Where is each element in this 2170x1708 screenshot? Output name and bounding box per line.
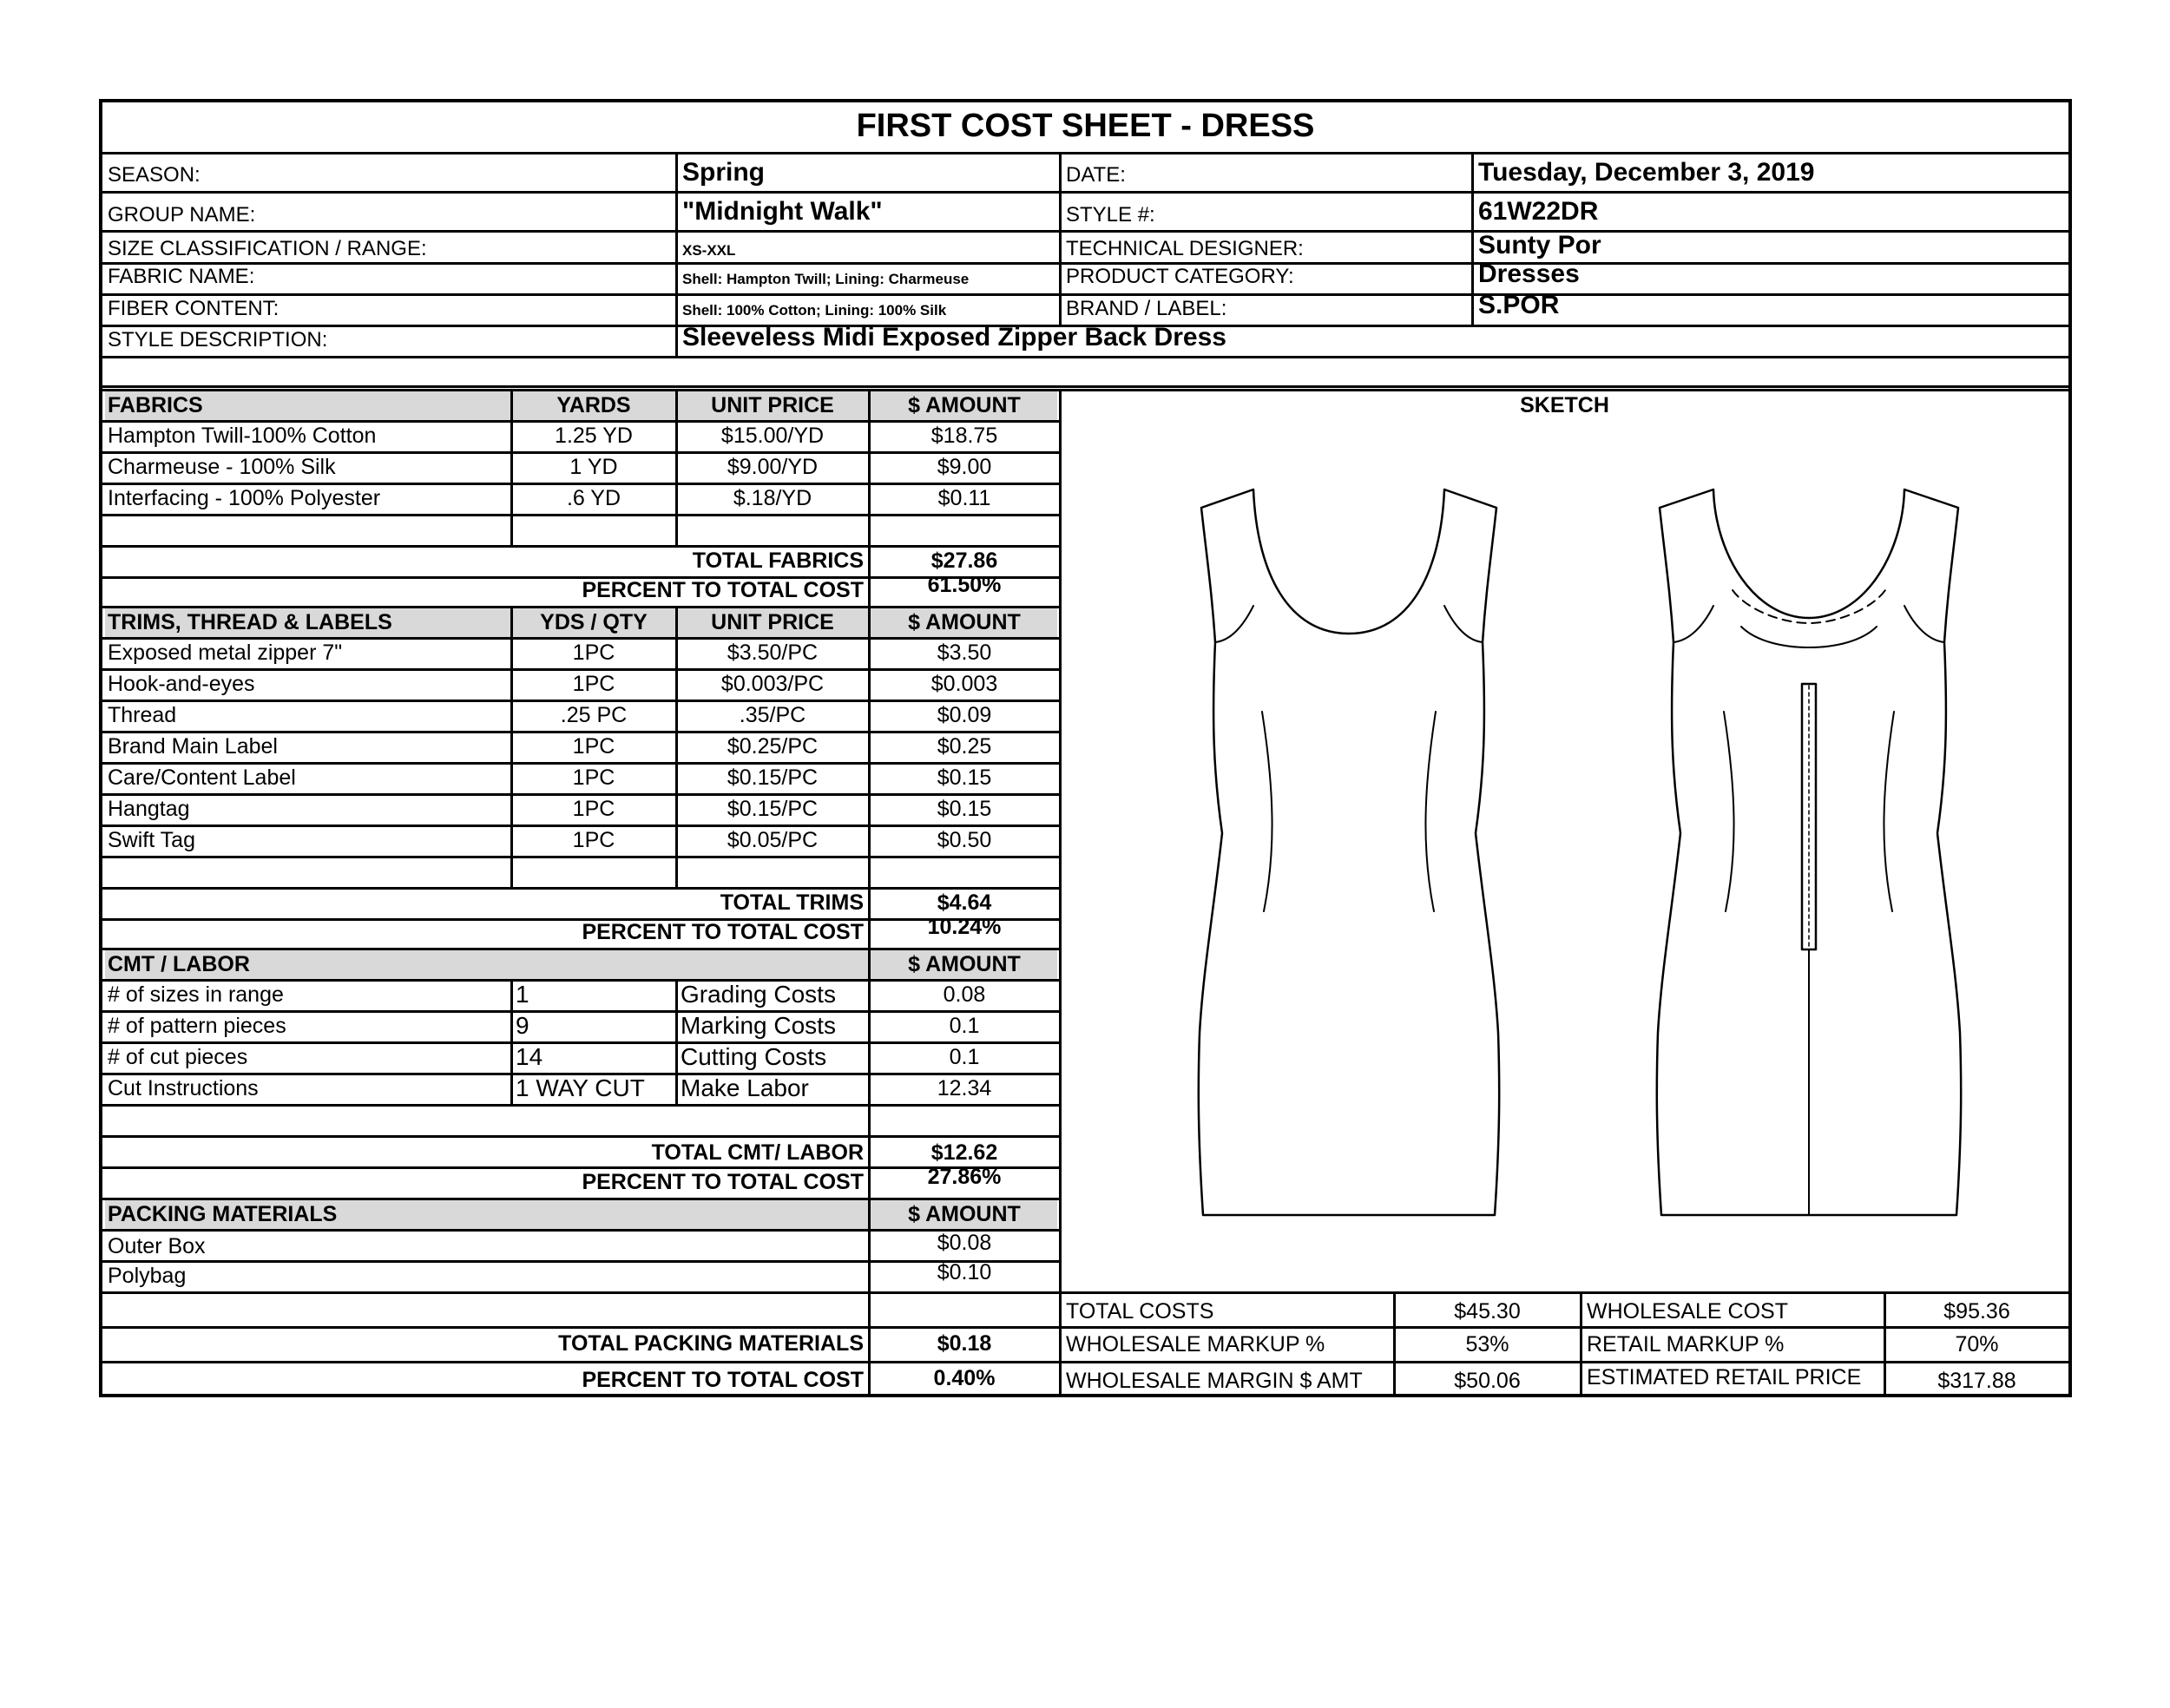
date-value: Tuesday, December 3, 2019 xyxy=(1478,158,1815,187)
trim-row-unit: $0.05/PC xyxy=(727,828,819,852)
dress-back-dart-right xyxy=(1884,712,1894,911)
trim-row-qty: 1PC xyxy=(572,828,615,852)
wholesale-markup-value: 53% xyxy=(1465,1332,1509,1357)
fabric-row-unit: $.18/YD xyxy=(733,486,812,510)
trim-row-name: Thread xyxy=(108,703,177,727)
trim-row-amount: $0.25 xyxy=(937,734,992,759)
cmt-row-value: 9 xyxy=(516,1012,529,1039)
trims-pct-label: PERCENT TO TOTAL COST xyxy=(582,920,864,944)
cmt-row-value: 1 xyxy=(516,981,529,1008)
cmt-row-label: # of cut pieces xyxy=(108,1045,248,1069)
trim-row-name: Hook-and-eyes xyxy=(108,672,255,696)
fabrics-pct-value: 61.50% xyxy=(927,573,1002,597)
group-value: "Midnight Walk" xyxy=(682,197,883,226)
packing-pct-label: PERCENT TO TOTAL COST xyxy=(582,1368,864,1392)
style-label: STYLE #: xyxy=(1066,203,1155,227)
dress-sketch xyxy=(1061,425,2066,1289)
cmt-row-label: # of pattern pieces xyxy=(108,1014,286,1038)
designer-value: Sunty Por xyxy=(1478,231,1601,259)
trim-row-name: Exposed metal zipper 7" xyxy=(108,640,343,665)
total-costs-value: $45.30 xyxy=(1454,1299,1521,1324)
season-label: SEASON: xyxy=(108,163,201,187)
wholesale-margin-value: $50.06 xyxy=(1454,1369,1521,1393)
group-label: GROUP NAME: xyxy=(108,203,256,227)
cmt-row-amount: 0.1 xyxy=(949,1045,980,1069)
fabrics-amount-header: $ AMOUNT xyxy=(908,393,1021,417)
fabric-row-qty: 1 YD xyxy=(569,455,618,479)
trims-amount-header: $ AMOUNT xyxy=(908,610,1021,634)
sketch-label: SKETCH xyxy=(1520,393,1609,417)
retail-price-label: ESTIMATED RETAIL PRICE xyxy=(1587,1365,1862,1389)
fabric-row-amount: $0.11 xyxy=(937,486,991,510)
fabrics-total-value: $27.86 xyxy=(930,549,998,573)
trim-row-qty: 1PC xyxy=(572,797,615,821)
fabrics-unit-header: UNIT PRICE xyxy=(711,393,834,417)
cmt-row-value: 1 WAY CUT xyxy=(516,1074,645,1101)
trim-row-amount: $0.50 xyxy=(937,828,992,852)
fabric-row-name: Interfacing - 100% Polyester xyxy=(108,486,381,510)
wholesale-cost-value: $95.36 xyxy=(1943,1299,2010,1324)
packing-row-amount: $0.08 xyxy=(937,1231,992,1255)
trim-row-name: Care/Content Label xyxy=(108,765,296,790)
style-value: 61W22DR xyxy=(1478,197,1599,226)
fabric-row-name: Hampton Twill-100% Cotton xyxy=(108,424,377,448)
sheet-title: FIRST COST SHEET - DRESS xyxy=(856,108,1315,144)
trim-row-name: Hangtag xyxy=(108,797,190,821)
trims-unit-header: UNIT PRICE xyxy=(711,610,834,634)
cmt-row-cost-label: Make Labor xyxy=(681,1074,809,1101)
trims-pct-value: 10.24% xyxy=(927,915,1002,939)
category-value: Dresses xyxy=(1478,259,1580,288)
desc-label: STYLE DESCRIPTION: xyxy=(108,328,328,351)
trim-row-qty: 1PC xyxy=(572,640,615,665)
wholesale-cost-label: WHOLESALE COST xyxy=(1587,1299,1788,1324)
cmt-pct-label: PERCENT TO TOTAL COST xyxy=(582,1170,864,1194)
dress-back-dart-left xyxy=(1724,712,1734,911)
size-value: XS-XXL xyxy=(682,242,736,259)
fabrics-total-label: TOTAL FABRICS xyxy=(692,549,864,573)
trim-row-name: Swift Tag xyxy=(108,828,195,852)
trim-row-qty: 1PC xyxy=(572,734,615,759)
cmt-row-cost-label: Marking Costs xyxy=(681,1012,836,1039)
cmt-row-cost-label: Cutting Costs xyxy=(681,1043,827,1070)
trim-row-qty: .25 PC xyxy=(560,703,628,727)
designer-label: TECHNICAL DESIGNER: xyxy=(1066,237,1304,260)
packing-total-value: $0.18 xyxy=(937,1331,992,1356)
fabric-label: FABRIC NAME: xyxy=(108,265,255,288)
packing-total-label: TOTAL PACKING MATERIALS xyxy=(558,1331,864,1356)
trim-row-amount: $0.09 xyxy=(937,703,992,727)
fabrics-yards-header: YARDS xyxy=(556,393,631,417)
fiber-value: Shell: 100% Cotton; Lining: 100% Silk xyxy=(682,302,947,319)
packing-pct-value: 0.40% xyxy=(933,1366,996,1390)
dress-front-armhole-left xyxy=(1215,606,1253,642)
total-costs-label: TOTAL COSTS xyxy=(1066,1299,1214,1324)
brand-label: BRAND / LABEL: xyxy=(1066,297,1227,320)
trim-row-amount: $0.003 xyxy=(930,672,998,696)
fabric-row-unit: $9.00/YD xyxy=(727,455,819,479)
cmt-total-label: TOTAL CMT/ LABOR xyxy=(651,1140,864,1165)
desc-value: Sleeveless Midi Exposed Zipper Back Dress xyxy=(682,323,1226,351)
size-label: SIZE CLASSIFICATION / RANGE: xyxy=(108,237,427,260)
category-label: PRODUCT CATEGORY: xyxy=(1066,265,1294,288)
trim-row-unit: $0.15/PC xyxy=(727,765,819,790)
packing-amount-header: $ AMOUNT xyxy=(908,1202,1021,1226)
cmt-header: CMT / LABOR xyxy=(108,952,250,976)
dress-front-outline xyxy=(1199,489,1499,1215)
trims-qty-header: YDS / QTY xyxy=(540,610,648,634)
fabric-row-qty: 1.25 YD xyxy=(555,424,633,448)
fabric-row-qty: .6 YD xyxy=(566,486,621,510)
fabric-row-unit: $15.00/YD xyxy=(720,424,825,448)
trim-row-amount: $3.50 xyxy=(937,640,992,665)
season-value: Spring xyxy=(682,158,765,187)
cmt-row-amount: 0.1 xyxy=(949,1014,980,1038)
fabric-row-name: Charmeuse - 100% Silk xyxy=(108,455,336,479)
trim-row-qty: 1PC xyxy=(572,765,615,790)
cmt-amount-header: $ AMOUNT xyxy=(908,952,1021,976)
dress-front-armhole-right xyxy=(1444,606,1483,642)
retail-markup-value: 70% xyxy=(1955,1332,1999,1357)
trim-row-unit: $0.15/PC xyxy=(727,797,819,821)
trim-row-unit: $0.25/PC xyxy=(727,734,819,759)
trim-row-amount: $0.15 xyxy=(937,765,992,790)
cmt-row-amount: 0.08 xyxy=(943,982,986,1007)
cmt-row-label: # of sizes in range xyxy=(108,982,284,1007)
fiber-label: FIBER CONTENT: xyxy=(108,297,279,320)
cmt-total-value: $12.62 xyxy=(930,1140,998,1165)
trim-row-unit: $0.003/PC xyxy=(720,672,825,696)
dress-back-neckline-facing xyxy=(1741,627,1877,647)
cmt-row-cost-label: Grading Costs xyxy=(681,981,836,1008)
fabric-row-amount: $18.75 xyxy=(930,424,998,448)
retail-markup-label: RETAIL MARKUP % xyxy=(1587,1332,1785,1357)
trim-row-qty: 1PC xyxy=(572,672,615,696)
wholesale-margin-label: WHOLESALE MARGIN $ AMT xyxy=(1066,1369,1363,1393)
packing-row-name: Polybag xyxy=(108,1264,187,1288)
trim-row-unit: .35/PC xyxy=(739,703,806,727)
packing-header: PACKING MATERIALS xyxy=(108,1202,338,1226)
fabric-row-amount: $9.00 xyxy=(937,455,992,479)
packing-row-amount: $0.10 xyxy=(937,1260,992,1284)
fabrics-header: FABRICS xyxy=(108,393,203,417)
wholesale-markup-label: WHOLESALE MARKUP % xyxy=(1066,1332,1325,1357)
dress-front-dart-right xyxy=(1425,712,1436,911)
cmt-pct-value: 27.86% xyxy=(927,1165,1002,1189)
trims-total-label: TOTAL TRIMS xyxy=(720,890,864,915)
date-label: DATE: xyxy=(1066,163,1126,187)
cmt-row-label: Cut Instructions xyxy=(108,1076,259,1100)
brand-value: S.POR xyxy=(1478,291,1560,319)
dress-front-dart-left xyxy=(1262,712,1272,911)
trims-header: TRIMS, THREAD & LABELS xyxy=(108,610,392,634)
dress-back-armhole-right xyxy=(1904,606,1944,642)
cmt-row-value: 14 xyxy=(516,1043,543,1070)
packing-row-name: Outer Box xyxy=(108,1234,206,1258)
retail-price-value: $317.88 xyxy=(1937,1369,2016,1393)
trims-total-value: $4.64 xyxy=(937,890,992,915)
trim-row-name: Brand Main Label xyxy=(108,734,278,759)
trim-row-amount: $0.15 xyxy=(937,797,992,821)
trim-row-unit: $3.50/PC xyxy=(727,640,819,665)
fabric-value: Shell: Hampton Twill; Lining: Charmeuse xyxy=(682,271,970,287)
fabrics-pct-label: PERCENT TO TOTAL COST xyxy=(582,578,864,602)
cmt-row-amount: 12.34 xyxy=(937,1076,992,1100)
dress-back-armhole-left xyxy=(1674,606,1713,642)
